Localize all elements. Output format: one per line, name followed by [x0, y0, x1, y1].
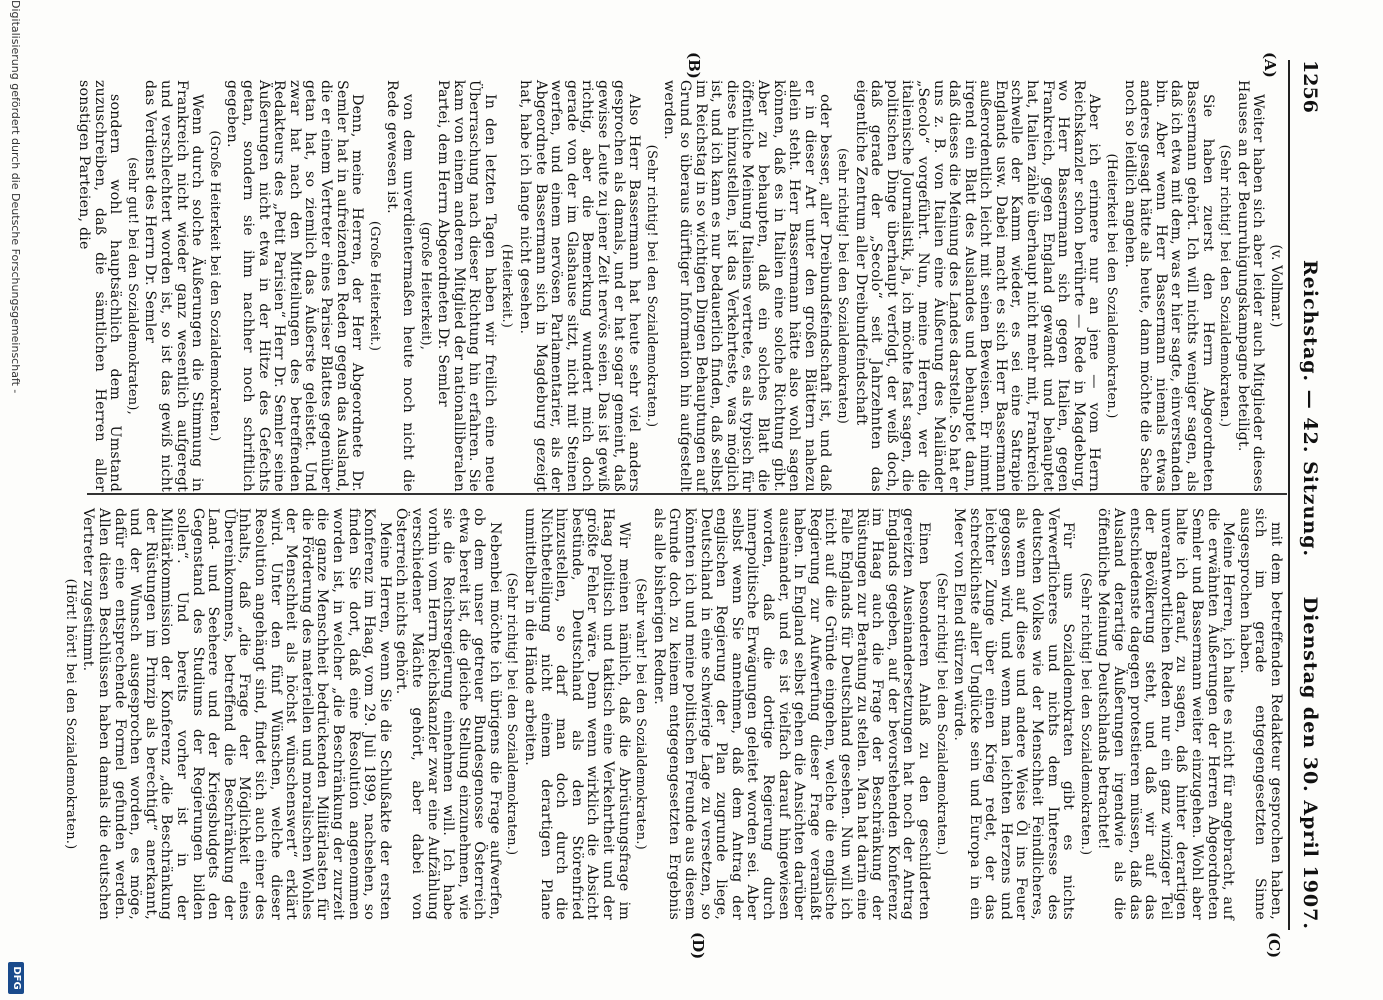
paragraph: oder besser, aller Dreibundsfeindschaft ist, und daß er in dieser Art unter den großen Blättern nahezu allein steht. Herr Bassermann hätte also wohl sagen können, daß es in Italien eine solche Richtung gibt. Aber zu behaupten, daß ein solches Blatt die öffentliche Meinung Italiens vertrete, es als typisch für diese hinzustellen, ist das Verkehrteste, was möglich ist, und ich kann es nur bedauerlich finden, daß selbst im Reichstag in so wichtigen Dingen Behauptungen auf Grund so überaus dürftiger Information hin aufgestellt werden.	[661, 80, 834, 492]
margin-marker-a: (A)	[1261, 52, 1279, 78]
page-number: 1256	[1299, 60, 1321, 113]
column-divider	[87, 493, 1287, 495]
paragraph: Meine Herren, ich halte es nicht für angebracht, auf die erwähnten Äußerungen der Herren Abgeordneten Semler und Bassermann weiter einzugehen. Wohl aber halte ich darauf, zu sagen, daß hinter derartigen unverantwortlichen Reden nur ein ganz winziger Teil der Bevölkerung steht, und daß wir auf das entschiedenste dagegen protestieren müssen, daß das Ausland derartige Äußerungen irgendwie als die öffentliche Meinung Deutschlands betrachtet!	[1095, 508, 1237, 920]
interjection: (Sehr richtig! bei den Sozialdemokraten.)	[933, 572, 949, 856]
paragraph: Also Herr Bassermann hat heute sehr viel anders gesprochen als damals, und er hat sogar gemeint, daß gewisse Leute zu jener Zeit nervös seien. Das ist gewiß richtig, aber die Bemerkung wundert mich doch gerade von der im Glashause sitzt, nicht mit Steinen werfen, und einem nervösen Parlamentarier, als der Abgeordnete Bassermann sich in Magdeburg gezeigt hat, habe ich lange nicht gesehen.	[517, 80, 643, 492]
interjection: (Große Heiterkeit bei den Sozialdemokraten.)	[206, 130, 222, 442]
paragraph: Meine Herren, wenn Sie die Schlußakte der ersten Konferenz im Haag, vom 29. Juli 1899, nachsehen, so finden Sie dort, daß eine Resolution angenommen worden ist, in welcher „die Beschränkung der zurzeit die ganze Menschheit bedrückenden Militärlasten für die Förderung des materiellen und moralischen Wohles der Menschheit als höchst wünschenswert“ erklärt wird. Unter den fünf Wünschen, welche dieser Resolution angehängt sind, findet sich auch einer des Inhalts, daß „die Frage der Möglichkeit eines Übereinkommens, betreffend die Beschränkung der Land- und Seeheere und der Kriegsbudgets den Gegenstand des Studiums der Regierungen bilden sollen“. Und bereits vorher ist in der Militärkommission der Konferenz „die Beschränkung der Rüstungen im Prinzip als berechtigt“ anerkannt, und der Wunsch ausgesprochen worden, es möge, dafür eine entsprechende Formel gefunden werden. Allen diesen Beschlüssen haben damals die deutschen Vertreter zugestimmt.	[80, 508, 393, 920]
paragraph: mit dem betreffenden Redakteur gesprochen haben, sich im gerade entgegengesetzten Sinne ausgesprochen haben.	[1236, 508, 1284, 920]
header-rule	[1288, 60, 1290, 930]
speaker-name: (v. Vollmar.)	[1268, 244, 1284, 328]
paragraph: Einen besonderen Anlaß zu den geschilderten gereizten Auseinandersetzungen hat noch der Antrag Englands gegeben, auf der bevorstehenden Konferenz im Haag auch die Frage der Beschränkung der Rüstungen zur Beratung zu stellen. Man hat darin eine Falle Englands für Deutschland gesehen. Nun will ich nicht auf die Gründe eingehen, welche die englische Regierung zur Aufwerfung dieser Frage veranlaßt haben. In England selbst gehen die Ansichten darüber auseinander, und es ist vielfach darauf hingewiesen worden, daß die dortige Regierung durch innerpolitische Erwägungen geleitet worden sei. Aber selbst wenn Sie annehmen, daß dem Antrag der englischen Regierung der Plan zugrunde liege, Deutschland in eine schwierige Lage zu versetzen, so könnten ich und meine politischen Freunde aus diesem Grunde doch zu keinem entgegengesetzten Ergebnis als alle bisherigen Redner.	[650, 508, 932, 920]
dfg-logo: DFG	[8, 962, 24, 994]
paragraph: Für uns Sozialdemokraten gibt es nichts Verwerflicheres und nichts dem Interesse des deutschen Volkes wie der Menschheit Feindlicheres, als wenn auf diese und andere Weise Öl ins Feuer gegossen wird, und wenn man leichten Herzens und leichter Zunge über einen Krieg redet, der das schrecklichste aller Unglücke sein und Europa in ein Meer von Elend stürzen würde.	[951, 508, 1077, 920]
paragraph: Nebenbei möchte ich übrigens die Frage aufwerfen, ob dem unser getreuer Bundesgenosse Österreich etwa bereit ist, die gleiche Stellung einzunehmen, wie sie die Reichsregierung einnehmen will. Ich habe vorhin vom Herrn Reichskanzler zwar eine Aufzählung verschiedener Mächte gehört, aber dabei von Österreich nichts gehört.	[393, 508, 503, 920]
right-text-column	[62, 508, 1284, 920]
margin-marker-b: (B)	[685, 52, 703, 79]
interjection: (Heiterkeit bei den Sozialdemokraten.)	[1104, 153, 1120, 419]
digitization-credit: Digitalisierung gefördert durch die Deutsche Forschungsgemeinschaft -	[9, 0, 22, 394]
interjection: (Sehr richtig! bei den Sozialdemokraten.)	[1077, 572, 1093, 856]
paragraph: Wenn durch solche Äußerungen die Stimmung in Frankreich nicht wieder ganz wesentlich aufgeregt und verschlechtert worden ist, so ist das gewiß nicht das Verdienst des Herrn Dr. Semler	[142, 80, 206, 492]
margin-marker-d: (D)	[689, 932, 707, 960]
interjection: (Sehr richtig! bei den Sozialdemokraten.)	[1217, 144, 1233, 428]
interjection: (Sehr richtig! bei den Sozialdemokraten.)	[504, 572, 520, 856]
paragraph: von dem unverdientermaßen heute noch nicht die Rede gewesen ist.	[384, 80, 416, 492]
interjection: (große Heiterkeit),	[417, 221, 433, 351]
interjection: (sehr richtig! bei den Sozialdemokraten)	[834, 147, 850, 425]
interjection: (Sehr richtig! bei den Sozialdemokraten.)	[643, 144, 659, 428]
session-date: Dienstag den 30. April 1907.	[1299, 596, 1321, 930]
interjection: (Heiterkeit.)	[499, 243, 515, 329]
paragraph: sondern wohl hauptsächlich dem Umstand zuzuschreiben, daß die sämtlichen Herren aller sonstigen Parteien, die	[76, 80, 124, 492]
paragraph: In den letzten Tagen haben wir freilich eine neue Überraschung nach dieser Richtung hin erfahren. Sie kam von einem anderen Mitglied der nationalliberalen Partei, dem Herrn Abgeordneten Dr. Semler	[435, 80, 498, 492]
paragraph: Weiter haben sich aber leider auch Mitglieder dieses Hauses an der Beunruhigungskampagne beteiligt.	[1234, 80, 1267, 492]
paragraph: Wir meinen nämlich, daß die Abrüstungsfrage im Haag politisch und taktisch eine Verkehrtheit und der größte Fehler wäre. Denn wenn wirklich die Absicht bestünde, Deutschland als den Störenfried hinzustellen, so darf man doch durch die Nichtbeteiligung nicht einem derartigen Plane unmittelbar in die Hände arbeiten.	[522, 508, 632, 920]
interjection: (Hört! hört! bei den Sozialdemokraten.)	[62, 578, 78, 850]
margin-marker-c: (C)	[1265, 932, 1283, 959]
interjection: (sehr gut! bei den Sozialdemokraten),	[124, 157, 140, 415]
page-footer	[5, 0, 25, 1000]
left-text-column	[76, 80, 1284, 492]
interjection: (Große Heiterkeit.)	[366, 220, 382, 352]
page-header	[1293, 60, 1321, 930]
paragraph: Denn, meine Herren, der Herr Abgeordnete Dr. Semler hat in aufreizenden Reden gegen das Ausland, die er einem Vertreter eines Pariser Blattes gegenüber getan hat, so ziemlich das Äußerste geleistet. Und zwar hat nach den Mitteilungen des betreffenden Redakteurs des „Petit Parisien“ Herr Dr. Semler seine Äußerungen nicht etwa in der Hitze des Gefechts getan, sondern sie ihm nachher noch schriftlich gegeben.	[224, 80, 366, 492]
paragraph: Aber ich erinnere nur an jene — vom Herrn Reichskanzler schon berührte — Rede in Magdeburg, wo Herr Bassermann sich gegen Italien, gegen Frankreich, gegen England gewandt und behauptet hat, Italien zähle überhaupt nicht mehr mit, Frankreich schwelle der Kamm wieder, es sei eine Satrapie Englands usw. Dabei macht es sich Herr Bassermann außerordentlich leicht mit seinen Beweisen. Er nimmt irgend ein Blatt des Auslandes und behauptet dann, daß dieses die Meinung des Landes darstelle. So hat er uns z. B. von Italien eine Äußerung des Mailänder „Secolo“ vorgeführt. Nun, meine Herren, wer die italienische Journalistik, ja, ich möchte fast sagen, die politischen Dinge überhaupt verfolgt, der weiß doch, daß gerade der „Secolo“ seit Jahrzehnten das eigentliche Zentrum aller Dreibundfeindschaft	[852, 80, 1103, 492]
paragraph: Sie haben zuerst den Herrn Abgeordneten Bassermann gehört. Ich will nichts weniger sagen, als daß ich etwa mit dem, was er hier sagte, einverstanden bin. Aber wenn Herr Bassermann niemals etwas anderes gesagt hätte als heute, dann möchte die Sache noch so leidlich angehen.	[1121, 80, 1216, 492]
session-title: Reichstag. — 42. Sitzung.	[1299, 260, 1321, 558]
interjection: (Sehr wahr! bei den Sozialdemokraten.)	[633, 578, 649, 850]
